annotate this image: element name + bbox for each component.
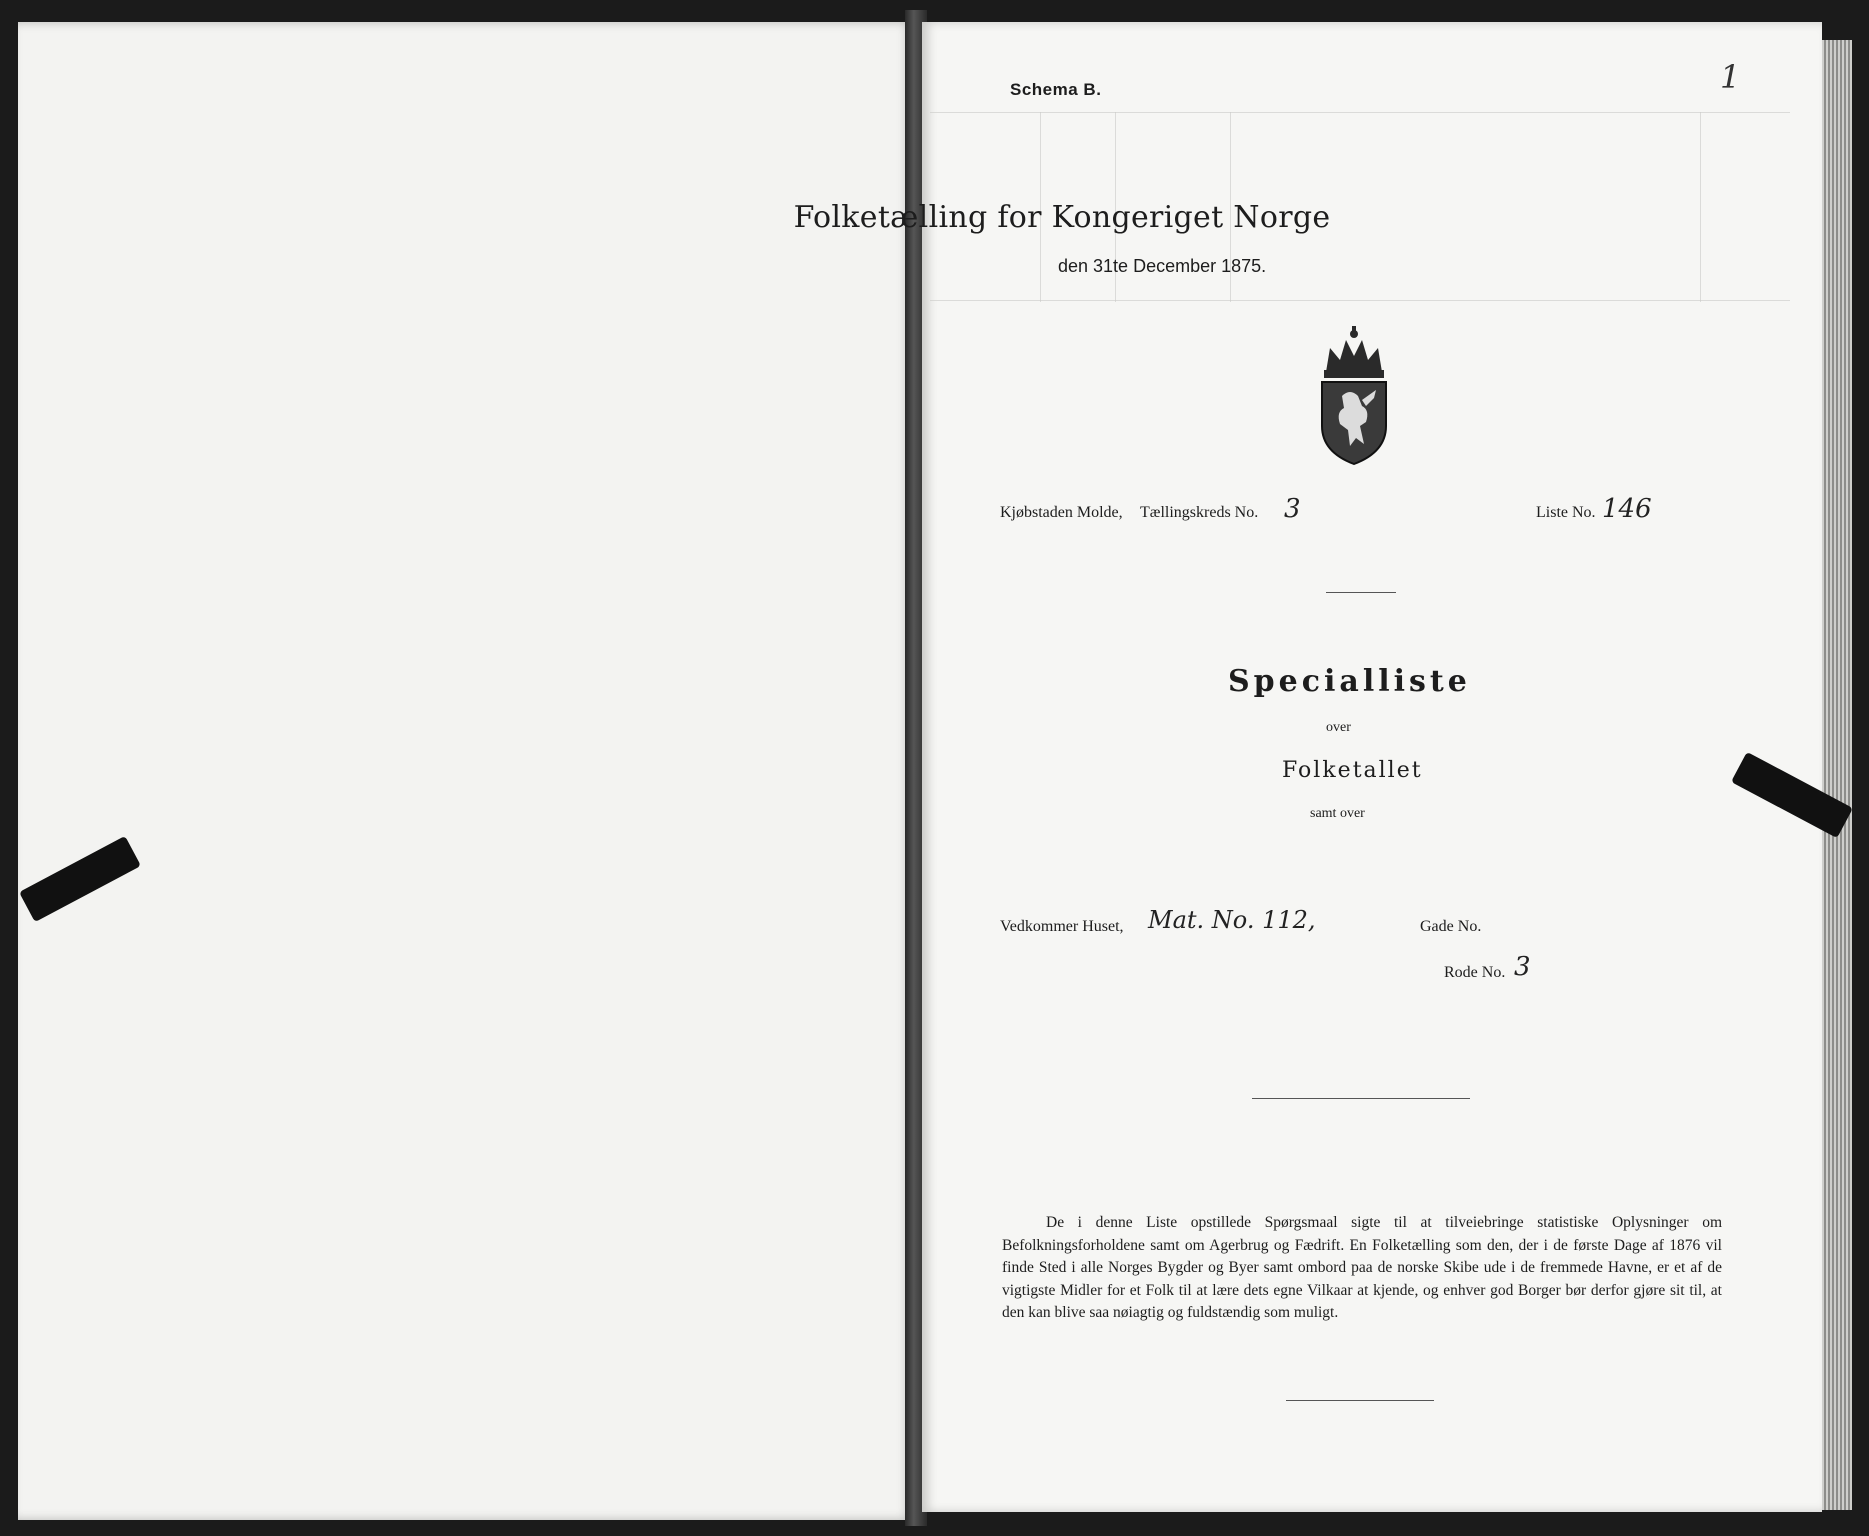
list-label: Liste No. (1536, 504, 1596, 521)
over-text: over (1326, 720, 1351, 735)
divider (1252, 1098, 1470, 1099)
district-label: Tællingskreds No. (1140, 504, 1259, 521)
folketallet-text: Folketallet (1282, 758, 1423, 783)
list-heading: Specialliste (1228, 664, 1471, 699)
intro-paragraph: De i denne Liste opstillede Spørgsmaal sigte til at tilveiebringe statistiske Oplysninger om Befolkningsforholdene samt om Agerbrug og Fædrift. En Folketælling som den, der i de første Dage af 1876 vil finde Sted i alle Norges Bygder og Byer samt ombord paa de norske Skibe ude i de fremmede Havne, er et af de vigtigste Midler for et Folk til at lære dets egne Vilkaar at kjende, og enhver god Borger bør derfor gjøre sit til, at den kan blive saa nøiagtig og fuldstændig som muligt. (1002, 1214, 1722, 1321)
district-value: 3 (1284, 494, 1301, 524)
divider (1326, 592, 1396, 593)
rode-value: 3 (1514, 952, 1531, 982)
norwegian-coat-of-arms-icon (1316, 326, 1392, 466)
page-number: 1 (1720, 58, 1741, 96)
rode-label: Rode No. (1444, 964, 1506, 981)
left-blank-page (18, 22, 913, 1520)
bleed-line (930, 300, 1790, 301)
divider (1286, 1400, 1434, 1401)
date-line: den 31te December 1875. (1058, 256, 1267, 276)
samt-over-text: samt over (1310, 806, 1365, 821)
page-title: Folketælling for Kongeriget Norge (793, 200, 1331, 235)
list-value: 146 (1602, 494, 1652, 524)
page-edges (1822, 40, 1852, 1510)
house-label: Vedkommer Huset, (1000, 918, 1124, 935)
schema-label: Schema B. (1010, 80, 1102, 99)
house-value: Mat. No. 112, (1148, 906, 1316, 934)
bleed-line (930, 112, 1790, 113)
gade-label: Gade No. (1420, 918, 1482, 935)
town-label: Kjøbstaden Molde, (1000, 504, 1123, 521)
